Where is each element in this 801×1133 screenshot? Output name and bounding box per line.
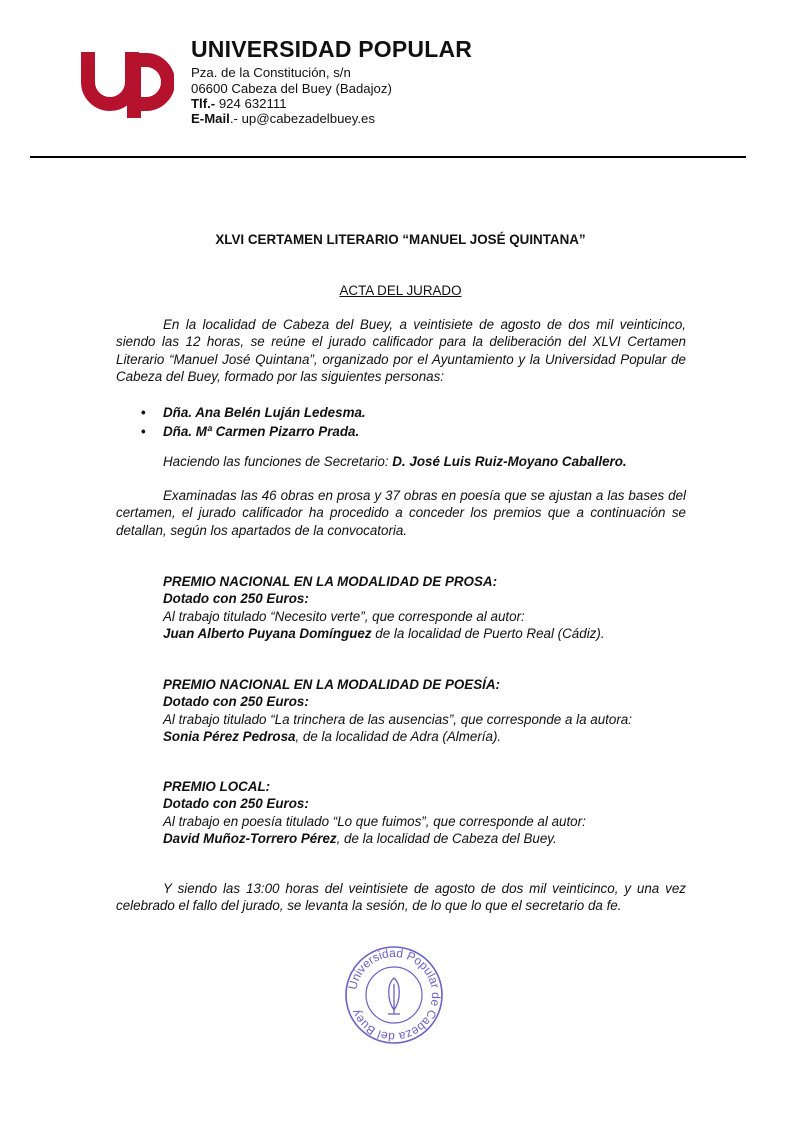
prize-place: de la localidad de Puerto Real (Cádiz). xyxy=(371,625,605,641)
email-value: .- up@cabezadelbuey.es xyxy=(229,111,375,126)
secretary-line xyxy=(163,454,627,469)
intro-paragraph xyxy=(116,316,686,385)
prize-winner: Juan Alberto Puyana Domínguez xyxy=(163,625,372,641)
header-divider xyxy=(30,156,746,158)
jury-item: • Dña. Ana Belén Luján Ledesma. xyxy=(141,405,366,420)
quill-icon xyxy=(388,978,400,1014)
examined-text: Examinadas las 46 obras en prosa y 37 obras en poesía que se ajustan a las bases del certamen, el jurado calificador ha procedido a conceder los premios que a continuación se detallan, según los apartados de la convocatoria. xyxy=(116,488,686,538)
prize-block xyxy=(163,778,586,847)
prize-winner: David Muñoz-Torrero Pérez xyxy=(163,830,337,846)
secretary-label: Haciendo las funciones de Secretario: xyxy=(163,454,393,469)
prize-heading: PREMIO NACIONAL EN LA MODALIDAD DE POESÍA: xyxy=(163,677,501,692)
email-label: E-Mail xyxy=(191,111,230,126)
examined-paragraph xyxy=(116,487,686,539)
phone-value: 924 632111 xyxy=(215,96,287,111)
stamp-text: Universidad Popular de Cabeza del Buey xyxy=(345,945,444,1045)
prize-work: Al trabajo titulado “Necesito verte”, que corresponde al autor: xyxy=(163,608,525,624)
prize-heading: PREMIO LOCAL: xyxy=(163,779,271,794)
secretary-name: D. José Luis Ruiz-Moyano Caballero. xyxy=(392,454,627,469)
prize-block xyxy=(163,676,632,745)
jury-member: Dña. Ana Belén Luján Ledesma. xyxy=(163,405,366,420)
closing-paragraph xyxy=(116,880,686,915)
phone-label: Tlf.- xyxy=(191,96,216,111)
prize-winner-line xyxy=(163,625,605,642)
prize-amount: Dotado con 250 Euros: xyxy=(163,694,309,710)
prize-work: Al trabajo titulado “La trinchera de las ausencias”, que corresponde a la autora: xyxy=(163,711,632,727)
prize-winner: Sonia Pérez Pedrosa xyxy=(163,728,296,744)
closing-text: Y siendo las 13:00 horas del veintisiete de agosto de dos mil veinticinco, y una vez celebrado el fallo del jurado, se levanta la sesión, de lo que lo que el secretario da fe. xyxy=(116,881,686,914)
email-line xyxy=(191,111,375,127)
jury-list xyxy=(141,403,366,441)
prize-work: Al trabajo en poesía titulado “Lo que fuimos”, que corresponde al autor: xyxy=(163,813,586,829)
jury-member: Dña. Mª Carmen Pizarro Prada. xyxy=(163,424,360,439)
prize-heading: PREMIO NACIONAL EN LA MODALIDAD DE PROSA: xyxy=(163,574,498,589)
address-line-2: 06600 Cabeza del Buey (Badajoz) xyxy=(191,81,392,96)
prize-winner-line xyxy=(163,728,632,745)
document-subtitle: ACTA DEL JURADO xyxy=(339,283,462,298)
prize-place: , de la localidad de Cabeza del Buey. xyxy=(336,830,557,846)
prize-winner-line xyxy=(163,830,586,847)
address-line-1: Pza. de la Constitución, s/n xyxy=(191,65,351,80)
intro-text: En la localidad de Cabeza del Buey, a veintisiete de agosto de dos mil veinticinco, siendo las 12 horas, se reúne el jurado calificador para la deliberación del XLVI Certamen Literario “Manuel José Quintana”, organizado por el Ayuntamiento y la Universidad Popular de Cabeza del Buey, formado por las siguientes personas: xyxy=(116,317,686,384)
org-name: UNIVERSIDAD POPULAR xyxy=(191,36,473,62)
document-title: XLVI CERTAMEN LITERARIO “MANUEL JOSÉ QUINTANA” xyxy=(215,232,586,247)
prize-amount: Dotado con 250 Euros: xyxy=(163,591,309,607)
up-logo xyxy=(78,44,174,122)
prize-block xyxy=(163,573,605,642)
prize-place: , de la localidad de Adra (Almería). xyxy=(295,728,502,744)
prize-amount: Dotado con 250 Euros: xyxy=(163,796,309,812)
official-stamp xyxy=(343,944,445,1046)
phone-line xyxy=(191,96,287,112)
jury-item: • Dña. Mª Carmen Pizarro Prada. xyxy=(141,424,360,439)
